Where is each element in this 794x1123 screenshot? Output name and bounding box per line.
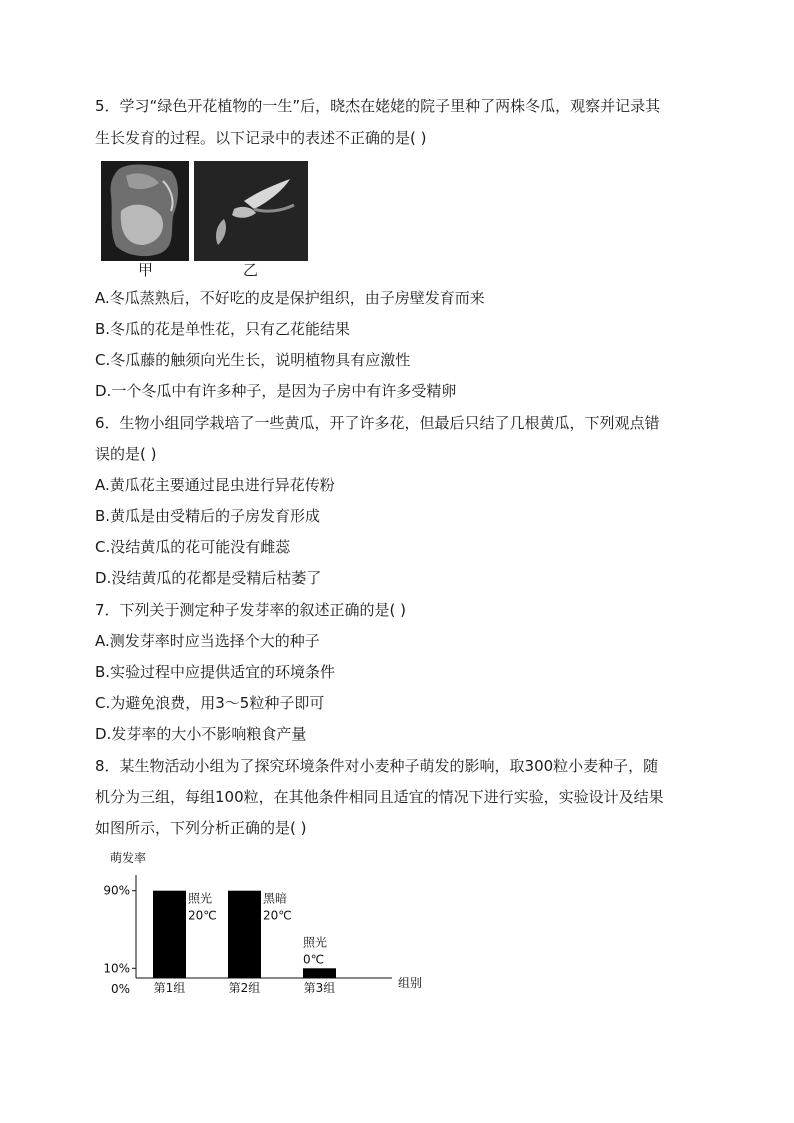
bar-group-2 [228, 891, 261, 978]
q7-option-a: A.测发芽率时应当选择个大的种子 [95, 632, 320, 650]
q6-option-c: C.没结黄瓜的花可能没有雌蕊 [95, 538, 291, 556]
chart-ylabel: 萌发率 [110, 851, 147, 865]
q6-stem-line1: 6．生物小组同学栽培了一些黄瓜，开了许多花，但最后只结了几根黄瓜，下列观点错 [95, 414, 660, 432]
q5-option-a: A.冬瓜蒸熟后，不好吃的皮是保护组织，由子房壁发育而来 [95, 289, 485, 307]
q7-option-b: B.实验过程中应提供适宜的环境条件 [95, 663, 336, 681]
q5-stem-line2: 生长发育的过程。以下记录中的表述不正确的是( ) [95, 129, 427, 147]
photo-yi [194, 161, 308, 261]
x-tick-label-group-2: 第2组 [228, 981, 261, 995]
y-tick-label-10: 10% [103, 961, 130, 976]
melon-flower-photo-jia [101, 161, 189, 261]
q5-option-c: C.冬瓜藤的触须向光生长，说明植物具有应激性 [95, 351, 411, 369]
photo-label-jia: 甲 [138, 261, 154, 279]
melon-flower-photo-yi [194, 161, 308, 261]
bar-group-1 [153, 891, 186, 978]
bar-label-group-2-line-1: 黑暗 [263, 891, 288, 906]
q5-stem-line1: 5．学习“绿色开花植物的一生”后，晓杰在姥姥的院子里种了两株冬瓜，观察并记录其 [95, 97, 661, 115]
q6-stem-line2: 误的是( ) [95, 445, 157, 463]
q8-stem-line3: 如图所示，下列分析正确的是( ) [95, 819, 307, 837]
q8-stem-line1: 8．某生物活动小组为了探究环境条件对小麦种子萌发的影响，取300粒小麦种子，随 [95, 757, 659, 775]
q6-option-a: A.黄瓜花主要通过昆虫进行异花传粉 [95, 476, 335, 494]
y-tick-label-0: 0% [110, 982, 130, 995]
q5-option-d: D.一个冬瓜中有许多种子，是因为子房中有许多受精卵 [95, 382, 457, 400]
photo-jia [101, 161, 189, 261]
bar-label-group-3-line-1: 照光 [303, 935, 328, 950]
y-tick-label-90: 90% [103, 883, 130, 898]
bar-label-group-2-line-2: 20℃ [263, 908, 292, 923]
x-tick-label-group-1: 第1组 [153, 981, 186, 995]
bar-label-group-1-line-2: 20℃ [188, 908, 217, 923]
chart-xlabel: 组别 [398, 976, 423, 990]
q7-option-d: D.发芽率的大小不影响粮食产量 [95, 725, 307, 743]
germination-bar-chart [100, 845, 440, 995]
photo-label-yi: 乙 [243, 261, 259, 279]
bar-group-3 [303, 968, 336, 978]
q8-stem-line2: 机分为三组，每组100粒，在其他条件相同且适宜的情况下进行实验，实验设计及结果 [95, 788, 664, 806]
bar-label-group-3-line-2: 0℃ [303, 952, 325, 967]
q6-option-b: B.黄瓜是由受精后的子房发育形成 [95, 507, 321, 525]
q5-option-b: B.冬瓜的花是单性花，只有乙花能结果 [95, 320, 351, 338]
x-tick-label-group-3: 第3组 [303, 981, 336, 995]
q7-option-c: C.为避免浪费，用3～5粒种子即可 [95, 694, 325, 712]
bar-label-group-1-line-1: 照光 [188, 891, 213, 906]
q6-option-d: D.没结黄瓜的花都是受精后枯萎了 [95, 569, 322, 587]
q7-stem-line1: 7．下列关于测定种子发芽率的叙述正确的是( ) [95, 601, 407, 619]
